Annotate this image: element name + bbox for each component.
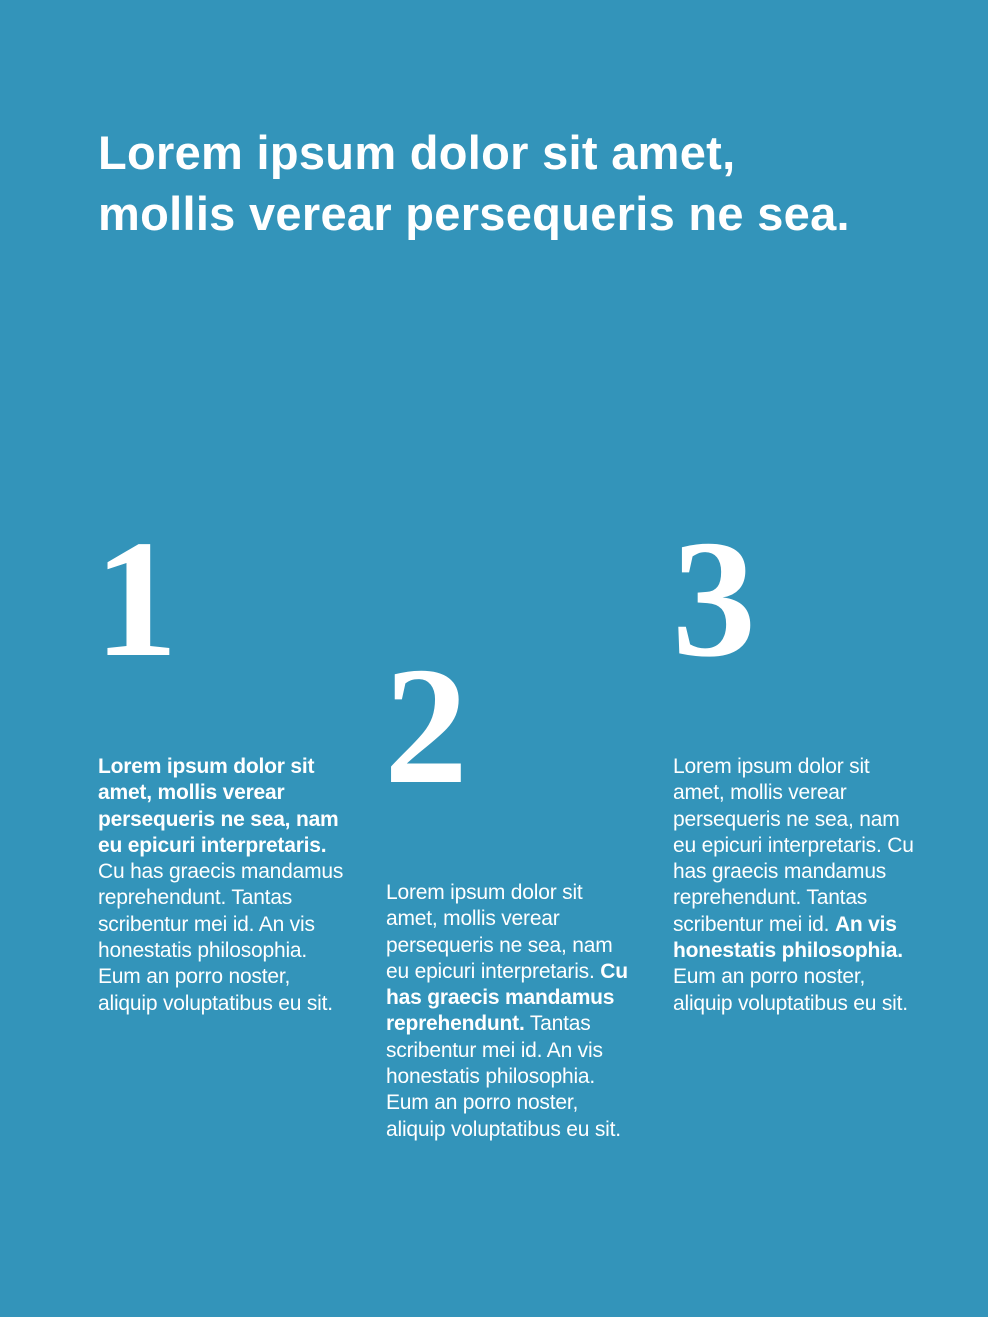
- column-2-text: [386, 880, 634, 1143]
- step-number-1: 1: [94, 506, 178, 692]
- bold-text-segment: Lorem ipsum dolor sit amet, mollis verear persequeris ne sea, nam eu epicuri interpretaris.: [98, 755, 339, 857]
- text-segment: Eum an porro noster, aliquip voluptatibus eu sit.: [673, 965, 908, 1015]
- bold-text-segment: Cu has graecis mandamus reprehendunt.: [386, 959, 628, 1036]
- step-number-2: 2: [384, 633, 468, 819]
- text-segment: Cu has graecis mandamus reprehendunt. Tantas scribentur mei id. An vis honestatis philosophia. Eum an porro noster, aliquip voluptatibus eu sit.: [98, 860, 344, 1015]
- column-1-text: [98, 754, 346, 1017]
- bold-text-segment: An vis honestatis philosophia.: [673, 912, 903, 963]
- headline: Lorem ipsum dolor sit amet, mollis verear persequeris ne sea.: [98, 126, 850, 240]
- column-3-text: [673, 754, 921, 1017]
- text-segment: Lorem ipsum dolor sit amet, mollis verear persequeris ne sea, nam eu epicuri interpretaris.: [386, 881, 613, 983]
- step-number-3: 3: [672, 506, 756, 692]
- text-segment: Lorem ipsum dolor sit amet, mollis verear persequeris ne sea, nam eu epicuri interpretaris. Cu has graecis mandamus reprehendunt. Tantas scribentur mei id.: [673, 755, 914, 936]
- text-segment: Tantas scribentur mei id. An vis honestatis philosophia. Eum an porro noster, aliquip voluptatibus eu sit.: [386, 1012, 621, 1141]
